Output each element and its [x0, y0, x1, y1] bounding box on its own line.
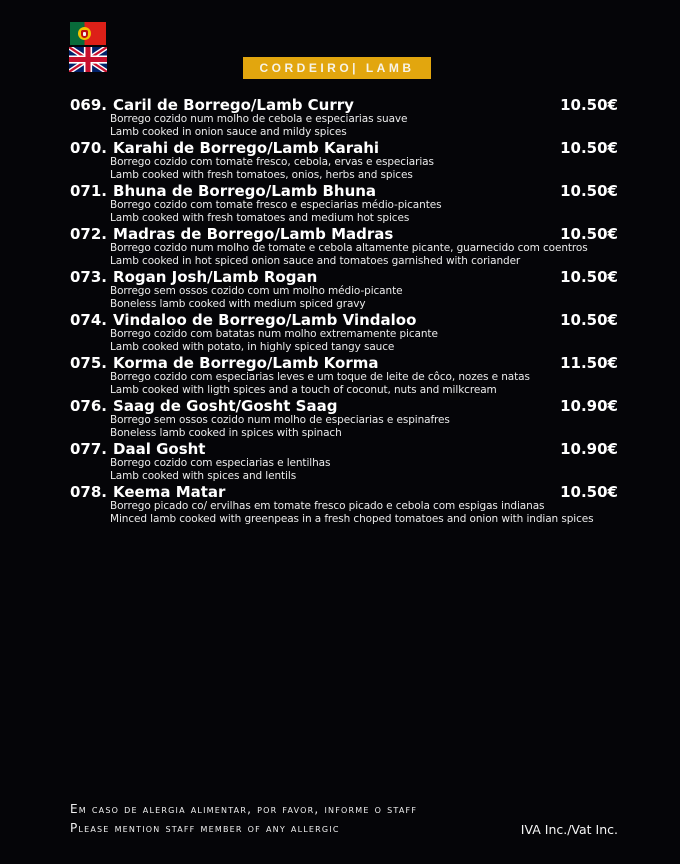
item-name: Vindaloo de Borrego/Lamb Vindaloo	[113, 311, 417, 329]
item-description-en: Lamb cooked in hot spiced onion sauce and tomatoes garnished with coriander	[110, 255, 521, 267]
item-name: Madras de Borrego/Lamb Madras	[113, 225, 394, 243]
item-description-pt: Borrego cozido com tomate fresco e especiarias médio-picantes	[110, 199, 442, 211]
section-title: CORDEIRO| LAMB	[259, 61, 415, 75]
menu-item	[70, 140, 618, 182]
menu-item	[70, 441, 618, 483]
item-name: Keema Matar	[113, 483, 226, 501]
section-banner	[243, 57, 431, 79]
item-price: 10.50€	[560, 311, 618, 329]
item-description-pt: Borrego cozido com batatas num molho extremamente picante	[110, 328, 438, 340]
item-description-pt: Borrego cozido com tomate fresco, cebola, ervas e especiarias	[110, 156, 434, 168]
item-price: 10.50€	[560, 182, 618, 200]
item-price: 10.50€	[560, 268, 618, 286]
item-description-pt: Borrego sem ossos cozido com um molho médio-picante	[110, 285, 403, 297]
item-name: Rogan Josh/Lamb Rogan	[113, 268, 318, 286]
item-description-en: Minced lamb cooked with greenpeas in a fresh choped tomatoes and onion with indian spices	[110, 513, 594, 525]
menu-item	[70, 398, 618, 440]
menu-item	[70, 269, 618, 311]
item-number: 078.	[70, 483, 108, 501]
item-number: 076.	[70, 397, 108, 415]
item-price: 10.90€	[560, 397, 618, 415]
portugal-emblem-icon	[78, 27, 91, 40]
item-description-pt: Borrego sem ossos cozido num molho de especiarias e espinafres	[110, 414, 450, 426]
item-name: Saag de Gosht/Gosht Saag	[113, 397, 338, 415]
item-price: 10.50€	[560, 483, 618, 501]
item-description-en: Lamb cooked with spices and lentils	[110, 470, 297, 482]
item-name: Daal Gosht	[113, 440, 206, 458]
item-name: Karahi de Borrego/Lamb Karahi	[113, 139, 380, 157]
item-description-en: Lamb cooked in onion sauce and mildy spices	[110, 126, 347, 138]
allergy-note-en: Please mention staff member of any allergic	[70, 821, 340, 835]
item-number: 070.	[70, 139, 108, 157]
item-price: 10.50€	[560, 139, 618, 157]
uk-flag-icon	[69, 47, 107, 72]
item-description-en: Boneless lamb cooked with medium spiced gravy	[110, 298, 366, 310]
item-price: 10.50€	[560, 96, 618, 114]
menu-item	[70, 484, 618, 526]
item-number: 072.	[70, 225, 108, 243]
item-description-en: Boneless lamb cooked in spices with spinach	[110, 427, 342, 439]
item-number: 074.	[70, 311, 108, 329]
item-description-en: Lamb cooked with ligth spices and a touch of coconut, nuts and milkcream	[110, 384, 497, 396]
item-description-en: Lamb cooked with fresh tomatoes and medium hot spices	[110, 212, 410, 224]
item-description-pt: Borrego cozido num molho de cebola e especiarias suave	[110, 113, 408, 125]
item-name: Bhuna de Borrego/Lamb Bhuna	[113, 182, 377, 200]
item-name: Korma de Borrego/Lamb Korma	[113, 354, 379, 372]
vat-note: IVA Inc./Vat Inc.	[520, 822, 618, 837]
item-description-pt: Borrego picado co/ ervilhas em tomate fresco picado e cebola com espigas indianas	[110, 500, 545, 512]
item-price: 11.50€	[560, 354, 618, 372]
item-description-en: Lamb cooked with fresh tomatoes, onios, herbs and spices	[110, 169, 413, 181]
item-number: 071.	[70, 182, 108, 200]
item-number: 075.	[70, 354, 108, 372]
allergy-note-pt: Em caso de alergia alimentar, por favor, informe o staff	[70, 802, 418, 816]
item-description-pt: Borrego cozido num molho de tomate e cebola altamente picante, guarnecido com coentros	[110, 242, 588, 254]
menu-item	[70, 226, 618, 268]
allergy-notes	[70, 800, 417, 838]
menu-item	[70, 183, 618, 225]
menu-item	[70, 97, 618, 139]
menu-item	[70, 312, 618, 354]
menu-item	[70, 355, 618, 397]
portugal-flag-icon	[70, 22, 106, 45]
menu-list	[70, 97, 618, 527]
item-description-en: Lamb cooked with potato, in highly spiced tangy sauce	[110, 341, 395, 353]
page-footer	[70, 800, 618, 838]
item-price: 10.90€	[560, 440, 618, 458]
item-price: 10.50€	[560, 225, 618, 243]
item-description-pt: Borrego cozido com especiarias leves e um toque de leite de côco, nozes e natas	[110, 371, 530, 383]
item-description-pt: Borrego cozido com especiarias e lentilhas	[110, 457, 331, 469]
item-number: 073.	[70, 268, 108, 286]
item-name: Caril de Borrego/Lamb Curry	[113, 96, 354, 114]
item-number: 077.	[70, 440, 108, 458]
item-number: 069.	[70, 96, 108, 114]
